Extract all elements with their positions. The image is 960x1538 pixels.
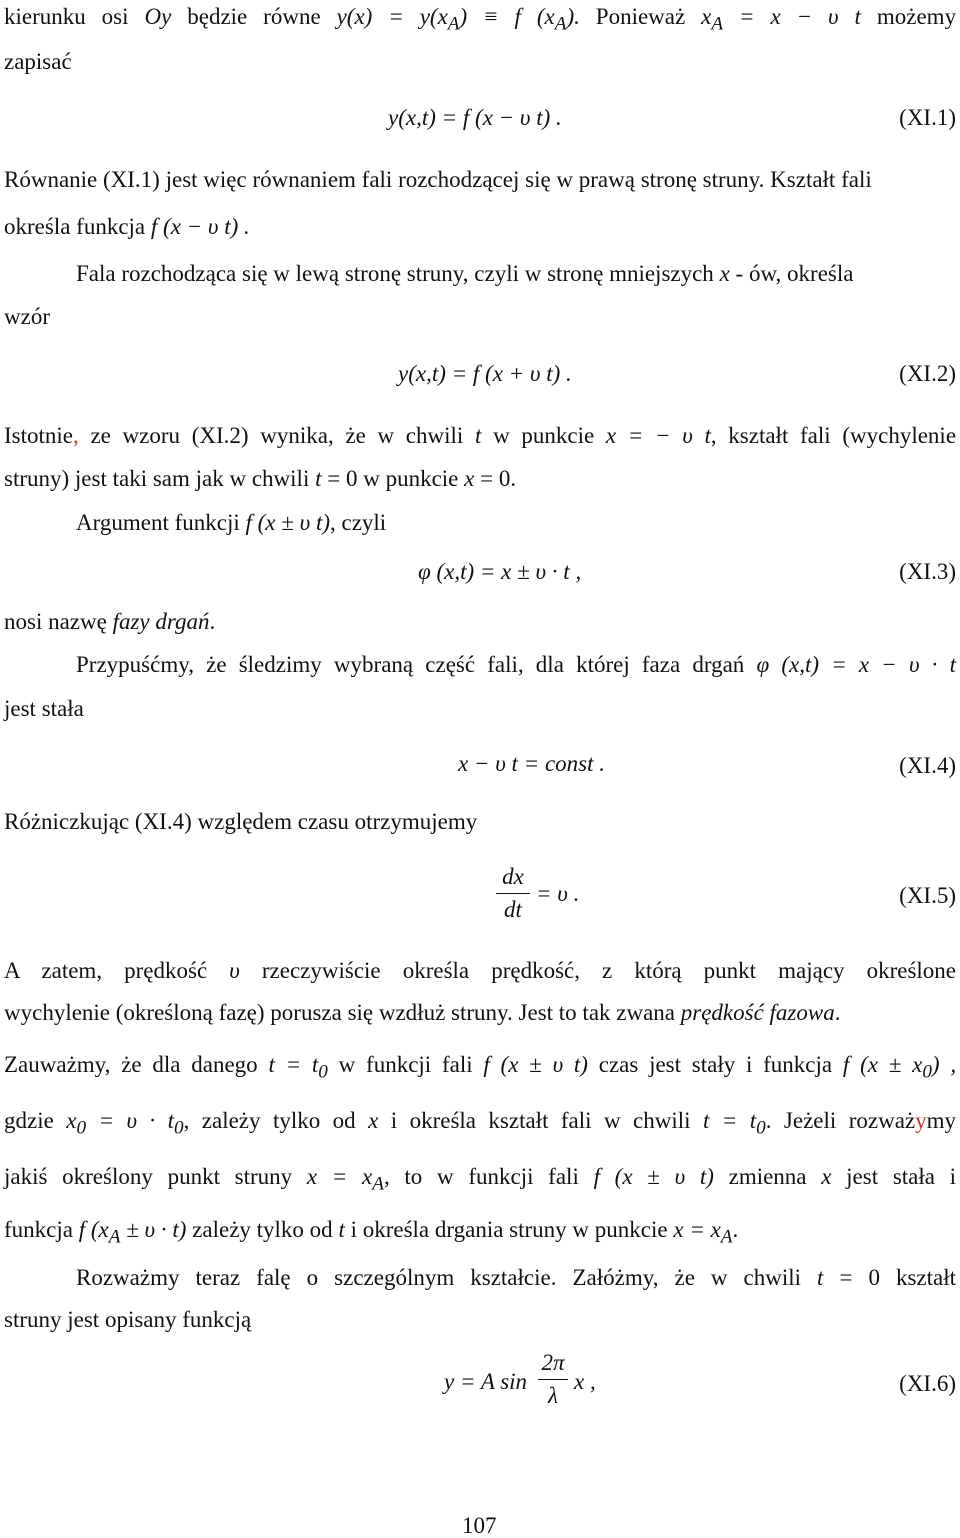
equation-xi3: φ (x,t) = x ± υ · t ,	[418, 559, 582, 584]
text-line-2: zapisać	[4, 49, 72, 74]
equation-xi2: y(x,t) = f (x + υ t) .	[398, 361, 572, 386]
text-line-15: wychylenie (określoną fazę) porusza się wzdłuż struny. Jest to tak zwana prędkość fazowa.	[4, 1000, 841, 1025]
math-oy: Oy	[144, 4, 172, 29]
equation-number-xi4: (XI.4)	[899, 753, 956, 778]
text-line-1: kierunku osi Oy będzie równe $y(x) = y(x_A) \equiv f$ $(x_A)$. Ponieważ $x_A = x - \upsilon$ t możemy	[4, 4, 957, 35]
equation-number-xi1: (XI.1)	[899, 105, 956, 130]
equation-number-xi6: (XI.6)	[899, 1371, 956, 1396]
equation-xi5: = υ .	[536, 881, 580, 906]
text-line-17: gdzie $x_0 = \upsilon \cdot t_0$, zależy tylko od x i określa kształt fali w chwili $t = t_0$. Jeżeli rozważymy	[4, 1108, 956, 1139]
text-line-20: Rozważmy teraz falę o szczególnym kształcie. Załóżmy, że w chwili t = 0 kształt	[76, 1265, 956, 1290]
text-line-21: struny jest opisany funkcją	[4, 1307, 252, 1332]
page-number: 107	[462, 1513, 497, 1538]
equation-number-xi5: (XI.5)	[899, 883, 956, 908]
equation-xi4: x − υ t = const .	[458, 751, 605, 776]
equation-xi1: y(x,t) = f (x − υ t) .	[388, 105, 562, 130]
text-line-13: Różniczkując (XI.4) względem czasu otrzymujemy	[4, 809, 478, 834]
math-xa: $x_A = x - \upsilon$ t	[701, 4, 861, 35]
text-line-4: określa funkcja f (x − υ t) .	[4, 214, 250, 239]
text-line-11: Przypuśćmy, że śledzimy wybraną część fali, dla której faza drgań φ (x,t) = x − υ · t	[76, 652, 956, 677]
math-y-equiv: $y(x) = y(x_A) \equiv f$ $(x_A)$.	[336, 4, 580, 35]
equation-number-xi3: (XI.3)	[899, 559, 956, 584]
text-line-18: jakiś określony punkt struny $x = x_A$, to w funkcji fali f (x ± υ t) zmienna x jest stała i	[4, 1164, 957, 1195]
text-line-16: Zauważmy, że dla danego $t = t_0$ w funkcji fali f (x ± υ t) czas jest stały i funkcja f $(x \pm x_0)$ ,	[4, 1052, 957, 1083]
text-line-6: wzór	[4, 304, 50, 329]
equation-xi6-lhs: y = A sin	[444, 1369, 528, 1394]
equation-xi6-fraction: 2π λ	[538, 1350, 568, 1409]
text-line-5: Fala rozchodząca się w lewą stronę struny, czyli w stronę mniejszych x - ów, określa	[76, 261, 854, 286]
text-line-19: funkcja f $(x_A \pm \upsilon \cdot t)$ zależy tylko od t i określa drgania struny w punkcie $x = x_A$.	[4, 1217, 739, 1248]
text-line-12: jest stała	[4, 696, 84, 721]
text-line-14: A zatem, prędkość υ rzeczywiście określa prędkość, z którą punkt mający określone	[4, 958, 957, 983]
text-line-3: Równanie (XI.1) jest więc równaniem fali rozchodzącej się w prawą stronę struny. Kształt fali	[4, 167, 872, 192]
text-line-7: Istotnie, ze wzoru (XI.2) wynika, że w chwili t w punkcie x = − υ t, kształt fali (wychylenie	[4, 423, 957, 448]
equation-xi6-rhs: x ,	[574, 1369, 596, 1394]
text-line-8: struny) jest taki sam jak w chwili t = 0 w punkcie x = 0.	[4, 466, 517, 491]
equation-number-xi2: (XI.2)	[899, 361, 956, 386]
text-line-9: Argument funkcji f (x ± υ t), czyli	[76, 510, 387, 535]
text-line-10: nosi nazwę fazy drgań.	[4, 609, 216, 634]
equation-xi5-fraction: dx dt	[496, 864, 530, 923]
